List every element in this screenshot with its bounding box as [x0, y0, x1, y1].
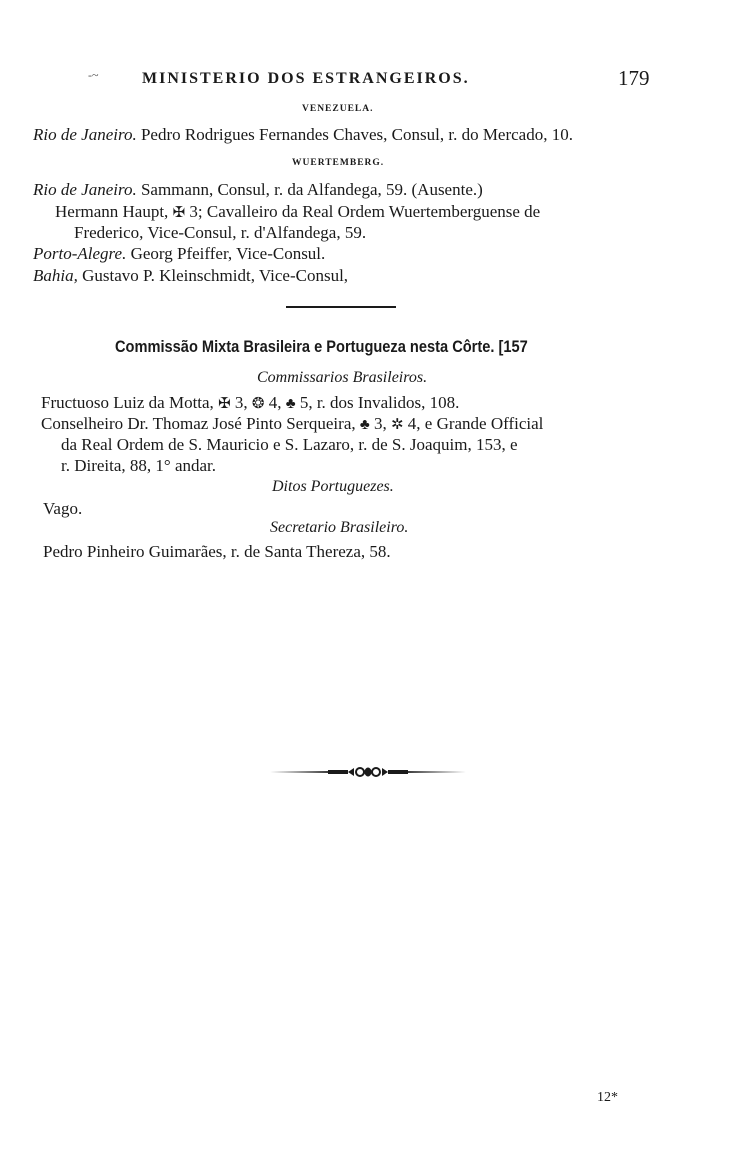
entry-text: Georg Pfeiffer, Vice-Consul.: [130, 244, 326, 263]
place-label: Porto-Alegre.: [33, 244, 127, 263]
subheading-portuguezes: Ditos Portuguezes.: [272, 478, 394, 495]
subheading-secretario: Secretario Brasileiro.: [270, 519, 409, 536]
entry-text: Pedro Rodrigues Fernandes Chaves, Consul, r. do Mercado, 10.: [140, 125, 573, 144]
secretario-entry: Pedro Pinheiro Guimarães, r. de Santa Thereza, 58.: [43, 542, 391, 561]
commissario-2-line-3: r. Direita, 88, 1° andar.: [61, 456, 217, 475]
subheading-commissarios: Commissarios Brasileiros.: [257, 369, 428, 386]
cross-icon: ✠: [172, 205, 186, 221]
commissario-2-line-2: da Real Ordem de S. Mauricio e S. Lazaro, r. de S. Joaquim, 153, e: [61, 435, 518, 454]
signature-mark: 12*: [597, 1090, 618, 1105]
commissao-title: Commissão Mixta Brasileira e Portugueza nesta Côrte. [157: [115, 337, 528, 356]
venezuela-entry: [33, 125, 573, 145]
section-heading-wuertemberg: WUERTEMBERG.: [292, 158, 385, 168]
entry-text: Hermann Haupt,: [55, 202, 169, 221]
entry-text: Fructuoso Luiz da Motta,: [41, 393, 214, 412]
place-label: Bahia,: [33, 266, 78, 285]
entry-text: 3,: [373, 414, 387, 433]
entry-text: Sammann, Consul, r. da Alfandega, 59. (Ausente.): [140, 180, 483, 199]
vago-entry: Vago.: [43, 499, 83, 518]
wuertemberg-line-2: [55, 202, 540, 222]
wuertemberg-line-1: [33, 180, 483, 200]
commissario-2-line-1: [41, 414, 543, 434]
rosette-icon: ❂: [251, 396, 265, 412]
order-badge-icon: ♣: [359, 417, 370, 433]
entry-text: 3; Cavalleiro da Real Ordem Wuertemberguense de: [189, 202, 541, 221]
entry-text: Conselheiro Dr. Thomaz José Pinto Serqueira,: [41, 414, 356, 433]
cross-icon: ✠: [218, 396, 231, 412]
wuertemberg-line-5: [33, 266, 348, 286]
entry-text: 5, r. dos Invalidos, 108.: [299, 393, 460, 412]
order-badge-icon: ♣: [285, 396, 296, 412]
commissario-1: [41, 393, 459, 413]
wuertemberg-line-4: [33, 244, 325, 264]
section-divider: [286, 306, 396, 308]
wuertemberg-line-3: Frederico, Vice-Consul, r. d'Alfandega, 59.: [74, 223, 367, 242]
tailpiece-ornament-icon: [268, 762, 468, 782]
header-ornament: -~: [88, 68, 99, 82]
entry-text: 4, e Grande Official: [407, 414, 544, 433]
section-heading-venezuela: VENEZUELA.: [302, 104, 374, 114]
place-label: Rio de Janeiro.: [33, 180, 137, 199]
page-number: 179: [618, 66, 650, 90]
entry-text: 4,: [268, 393, 282, 412]
place-label: Rio de Janeiro.: [33, 125, 137, 144]
star-cross-icon: ✲: [390, 417, 404, 433]
entry-text: Gustavo P. Kleinschmidt, Vice-Consul,: [82, 266, 349, 285]
running-title: MINISTERIO DOS ESTRANGEIROS.: [142, 70, 470, 87]
entry-text: 3,: [234, 393, 248, 412]
